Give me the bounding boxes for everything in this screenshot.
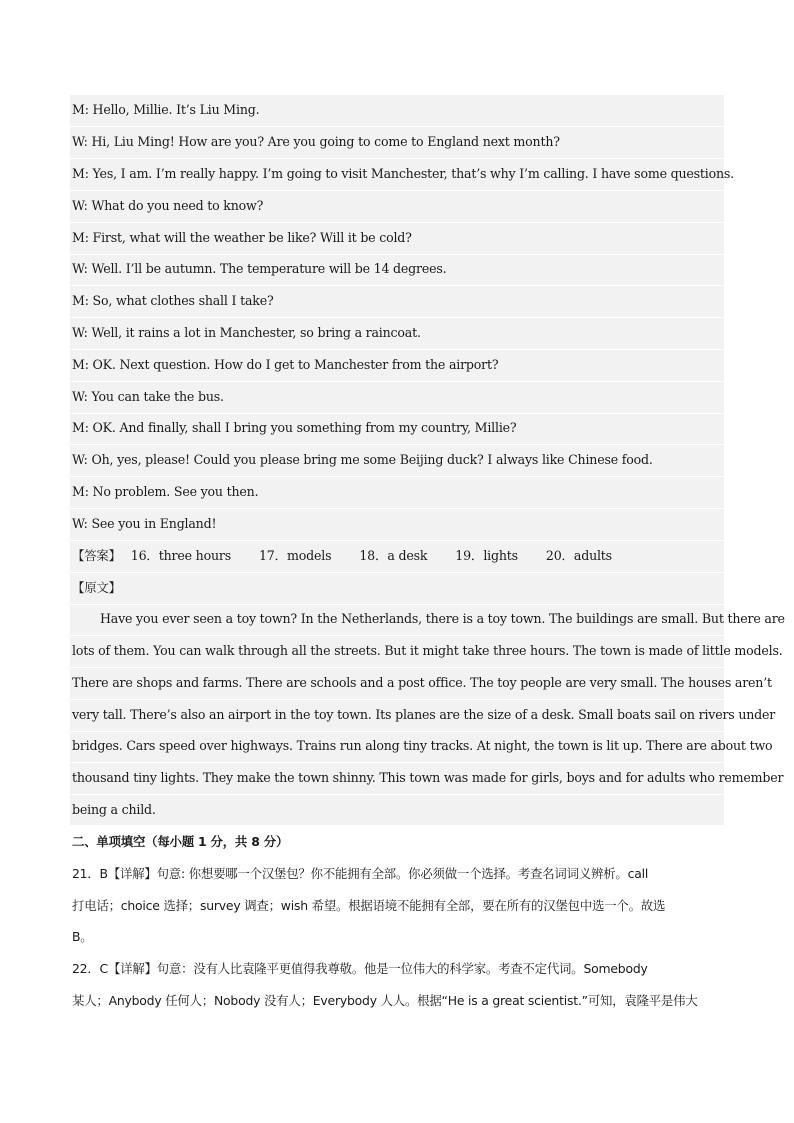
q21-line: B。 [72,929,93,944]
row-separator [70,508,724,509]
dialogue-line: W: See you in England! [72,516,217,531]
dialogue-line: W: Oh, yes, please! Could you please bring me some Beijing duck? I always like Chinese food. [72,452,653,467]
answer-item: 17．models [258,548,332,563]
dialogue-line: W: Hi, Liu Ming! How are you? Are you going to come to England next month? [72,134,560,149]
dialogue-line: M: Yes, I am. I’m really happy. I’m going to visit Manchester, that’s why I’m calling. I have some questions. [72,166,734,181]
passage-line: very tall. There’s also an airport in the toy town. Its planes are the size of a desk. Small boats sail on rivers under [72,707,776,722]
row-separator [70,444,724,445]
dialogue-line: M: OK. Next question. How do I get to Manchester from the airport? [72,357,499,372]
row-separator [70,190,724,191]
row-separator [70,222,724,223]
dialogue-line: M: First, what will the weather be like? Will it be cold? [72,230,412,245]
row-separator [70,476,724,477]
dialogue-line: M: OK. And finally, shall I bring you something from my country, Millie? [72,420,517,435]
passage-line: Have you ever seen a toy town? In the Netherlands, there is a toy town. The buildings are small. But there are [100,611,785,626]
row-separator [70,540,724,541]
row-separator [70,699,724,700]
q21-line: 21．B【详解】句意: 你想要哪一个汉堡包？你不能拥有全部。你必须做一个选择。考查名词词义辨析。call [72,866,649,881]
row-separator [70,126,724,127]
row-separator [70,254,724,255]
dialogue-line: W: You can take the bus. [72,389,224,404]
row-separator [70,349,724,350]
passage-line: being a child. [72,802,156,817]
passage-line: bridges. Cars speed over highways. Trains run along tiny tracks. At night, the town is lit up. There are about two [72,738,773,753]
dialogue-line: W: Well. I’ll be autumn. The temperature will be 14 degrees. [72,261,447,276]
row-separator [70,762,724,763]
row-separator [70,635,724,636]
dialogue-line: M: So, what clothes shall I take? [72,293,274,308]
passage-line: thousand tiny lights. They make the town shinny. This town was made for girls, boys and for adults who remember [72,770,784,785]
answer-item: 20．adults [545,548,612,563]
row-separator [70,158,724,159]
dialogue-line: M: Hello, Millie. It’s Liu Ming. [72,102,260,117]
row-separator [70,381,724,382]
row-separator [70,317,724,318]
answer-item: 19．lights [455,548,518,563]
passage-line: lots of them. You can walk through all the streets. But it might take three hours. The town is made of little models. [72,643,783,658]
answer-label: 【答案】 [72,548,121,563]
dialogue-line: M: No problem. See you then. [72,484,259,499]
answer-item: 18．a desk [359,548,428,563]
q22-line: 22．C【详解】句意：没有人比袁隆平更值得我尊敬。他是一位伟大的科学家。考查不定代词。Somebody [72,961,648,976]
q22-line: 某人；Anybody 任何人；Nobody 没有人；Everybody 人人。根据“He is a great scientist.”可知，袁隆平是伟大 [72,993,698,1008]
dialogue-line: W: What do you need to know? [72,198,264,213]
row-separator [70,413,724,414]
row-separator [70,604,724,605]
q21-line: 打电话；choice 选择；survey 调查；wish 希望。根据语境不能拥有全部，要在所有的汉堡包中选一个。故选 [72,898,666,913]
row-separator [70,794,724,795]
row-separator [70,572,724,573]
section-title: 二、单项填空（每小题 1 分，共 8 分） [72,834,289,849]
answer-item: 16．three hours [130,548,231,563]
row-separator [70,731,724,732]
answer-line [72,548,724,564]
dialogue-line: W: Well, it rains a lot in Manchester, so bring a raincoat. [72,325,421,340]
passage-line: There are shops and farms. There are schools and a post office. The toy people are very small. The houses aren’t [72,675,772,690]
original-text-label: 【原文】 [72,580,121,595]
row-separator [70,285,724,286]
row-separator [70,667,724,668]
